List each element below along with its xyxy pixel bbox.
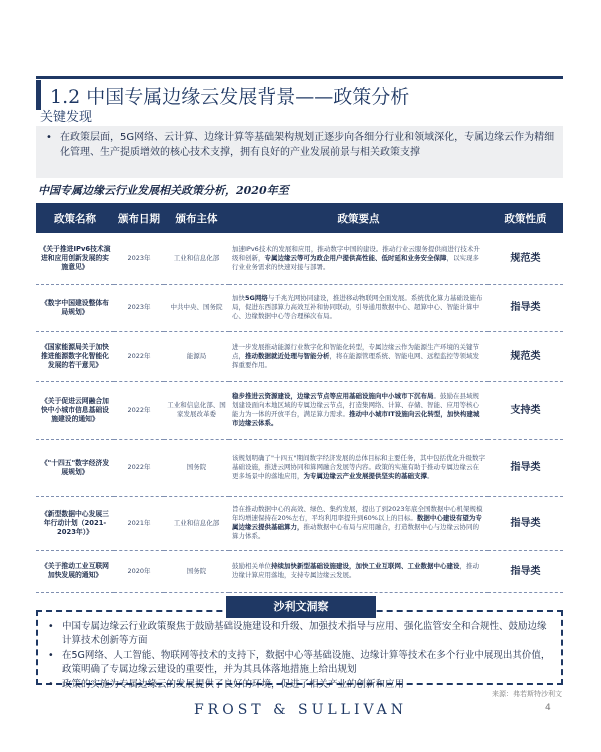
policy-points [229,331,488,381]
policy-issuer: 能源局 [164,331,229,381]
brand-logo: FROST & SULLIVAN [193,702,408,718]
points-highlight: 持续加快新型基础设施建设，加快工业互联网、工业数据中心建设 [271,562,460,570]
table-row [36,496,563,550]
points-text: 推动数据中心布局与应用融合，打造数据中心与边缘云协同的算力体系。 [232,523,479,540]
policy-date: 2022年 [114,381,164,439]
points-text: 进一步发展推动能源行业数字化和智能化转型，专属边缘云作为能源生产环境的关键节点， [232,342,479,360]
table-title: 中国专属边缘云行业发展相关政策分析，2020年至 [38,184,289,197]
policy-issuer: 国务院 [164,439,229,496]
title-bar [36,76,563,112]
table-row [36,233,563,284]
table-row [36,550,563,592]
points-text: 加速IPv6技术的发展和应用，推动数字中国的建设。推动行业云服务提供商进行技术升级和创新， [232,244,480,262]
points-highlight: 专属边缘云等可为政企用户提供高性能、低时延和业务安全保障 [264,253,447,262]
policy-nature: 指导类 [488,439,563,496]
policy-nature: 指导类 [488,550,563,592]
policy-points [229,550,488,592]
column-header: 政策性质 [488,203,563,233]
insight-item [48,649,553,677]
points-highlight: 稳步推进云资源建设，边缘云节点等应用基础设施向中小城市下沉布局 [232,392,434,400]
bullet-icon: • [48,679,54,690]
key-findings-box [36,126,563,178]
column-header: 政策名称 [36,203,114,233]
policy-nature: 规范类 [488,331,563,381]
insight-text: 中国专属边缘云行业政策聚焦于鼓励基础设施建设和升级、加强技术指导与应用、强化监管安全和合规性、鼓励边缘计算技术创新等方面 [62,621,547,646]
points-text: 旨在推动数据中心的高效、绿色、集约发展，提出了到2023年底全国数据中心机架规模年均增速保持在20%左右，平均利用率提升到60%以上的目标。 [232,505,483,522]
bullet-icon: • [46,132,52,143]
policy-issuer: 工业和信息化部、国家发展改革委 [164,381,229,439]
policy-issuer: 工业和信息化部 [164,496,229,550]
key-findings-text: 在政策层面，5G网络、云计算、边缘计算等基础架构规划正逐步向各细分行业和领域深化，专属边缘云作为精细化管理、生产提质增效的核心技术支撑，拥有良好的产业发展前景与相关政策支撑 [60,132,555,158]
points-highlight: 为专属边缘云产业发展提供坚实的基础支撑 [303,472,427,480]
points-text: 加快 [232,294,245,302]
points-text: 该规划明确了"十四五"期间数字经济发展的总体目标和主要任务，其中包括优化升级数字基础设施，推进云网协同和算网融合发展等内容。政策的实施有助于推动专属边缘云在更多场景中的落地应用， [232,454,485,480]
policy-name: 《新型数据中心发展三年行动计划（2021-2023年）》 [36,496,114,550]
policy-date: 2023年 [114,233,164,284]
column-header: 政策要点 [229,203,488,233]
points-text: 鼓励相关单位 [232,562,271,570]
points-highlight: 推动数据就近处理与智能分析 [245,351,330,360]
insight-heading: 沙利文洞察 [226,596,376,618]
policy-nature: 指导类 [488,284,563,331]
bullet-icon: • [48,650,54,661]
table-row [36,331,563,381]
points-highlight: 数据中心建设有望为专属边缘云提供基础算力， [232,514,482,531]
policy-name: 《数字中国建设整体布局规划》 [36,284,114,331]
policy-points [229,439,488,496]
policy-date: 2022年 [114,331,164,381]
points-text: ，以实现多行业业务需求的快速对接与部署。 [232,253,479,271]
policy-points [229,233,488,284]
policy-nature: 规范类 [488,233,563,284]
policy-points [229,284,488,331]
policy-date: 2023年 [114,284,164,331]
table-header-row [36,203,563,233]
table-row [36,439,563,496]
bullet-icon: • [48,621,54,632]
table-row [36,381,563,439]
policy-table [36,203,563,593]
policy-name: 《关于推动工业互联网加快发展的通知》 [36,550,114,592]
policy-date: 2022年 [114,439,164,496]
points-text: 与千兆光网协同建设，推进移动物联网全面发展。系统优化算力基础设施布局，促进东西部算力高效互补和协同联动，引导通用数据中心、超算中心、智能计算中心、边缘数据中心等合理梯次布局。 [232,294,483,320]
insight-item [48,678,553,692]
table-row [36,284,563,331]
page-number: 4 [545,703,551,713]
title-rule [36,76,563,79]
policy-issuer: 工业和信息化部 [164,233,229,284]
policy-name: 《国家能源局关于加快推进能源数字化智能化发展的若干意见》 [36,331,114,381]
policy-nature: 指导类 [488,496,563,550]
key-findings-label: 关键发现 [40,110,93,125]
source-note: 来源：弗若斯特沙利文 [492,690,562,698]
insight-box [36,610,563,690]
policy-name: 《关于推进IPv6技术演进和应用创新发展的实施意见》 [36,233,114,284]
page-title: 1.2 中国专属边缘云发展背景——政策分析 [50,86,410,108]
points-text: ，推动边缘计算应用落地，支持专属边缘云发展。 [232,562,479,579]
policy-points [229,381,488,439]
policy-issuer: 中共中央、国务院 [164,284,229,331]
points-text: 。 [427,472,434,480]
insight-item [48,620,553,648]
insight-text: 在5G网络、人工智能、物联网等技术的支持下，数据中心等基础设施、边缘计算等技术在多个行业中展现出其价值，政策明确了专属边缘云建设的重要性，并为其具体落地措施上给出规划 [62,650,551,675]
policy-nature: 支持类 [488,381,563,439]
insight-text: 政策的实施为专属边缘云的发展提供了良好的环境，促进了相关产业的创新和应用 [62,679,405,690]
points-text: ，将在能源管理系统、智能电网、远程监控等领域发挥重要作用。 [232,351,479,369]
policy-name: 《"十四五"数字经济发展规划》 [36,439,114,496]
policy-points [229,496,488,550]
column-header: 颁布主体 [164,203,229,233]
policy-date: 2020年 [114,550,164,592]
policy-issuer: 国务院 [164,550,229,592]
column-header: 颁布日期 [114,203,164,233]
points-highlight: 推动中小城市IT设施向云化转型，加快构建城市边缘云体系。 [232,410,480,427]
policy-date: 2021年 [114,496,164,550]
points-text: 。鼓励在县域规划建设面向本地区域的专属边缘云节点，打造集网络、计算、存储、智能、应用等核心能力为一体的开放平台，满足算力需求。 [232,392,479,418]
policy-name: 《关于促进云网融合加快中小城市信息基础设施建设的通知》 [36,381,114,439]
points-highlight: 5G网络 [245,294,268,302]
